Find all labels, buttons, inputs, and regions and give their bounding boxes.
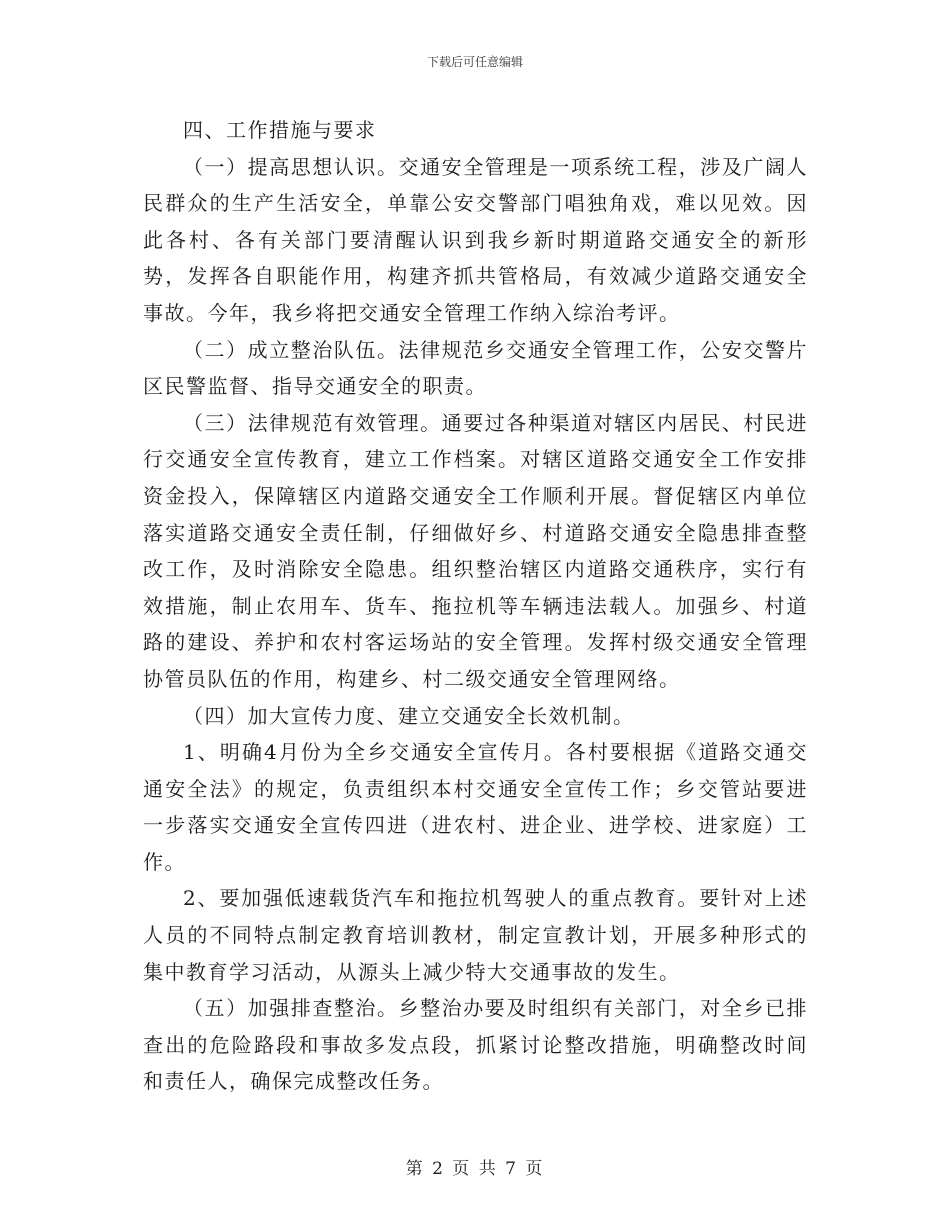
paragraph: 1、明确4月份为全乡交通安全宣传月。各村要根据《道路交通交通安全法》的规定，负责组织本村交通安全宣传工作；乡交管站要进一步落实交通安全宣传四进（进农村、进企业、进学校、进家庭）工作。 xyxy=(143,740,808,874)
footer-middle: 页 共 xyxy=(452,1159,498,1179)
paragraph: （一）提高思想认识。交通安全管理是一项系统工程，涉及广阔人民群众的生产生活安全，单靠公安交警部门唱独角戏，难以见效。因此各村、各有关部门要清醒认识到我乡新时期道路交通安全的新形势，发挥各自职能作用，构建齐抓共管格局，有效减少道路交通安全事故。今年，我乡将把交通安全管理工作纳入综治考评。 xyxy=(143,154,808,325)
page-number-footer xyxy=(0,1154,950,1179)
paragraph: （四）加大宣传力度、建立交通安全长效机制。 xyxy=(183,703,635,728)
document-body xyxy=(143,112,808,1100)
paragraph: 2、要加强低速载货汽车和拖拉机驾驶人的重点教育。要针对上述人员的不同特点制定教育培训教材，制定宣教计划，开展多种形式的集中教育学习活动，从源头上减少特大交通事故的发生。 xyxy=(143,886,808,984)
total-pages-number: 7 xyxy=(505,1159,518,1179)
footer-prefix: 第 xyxy=(405,1159,425,1179)
current-page-number: 2 xyxy=(432,1159,445,1179)
paragraph: （五）加强排查整治。乡整治办要及时组织有关部门，对全乡已排查出的危险路段和事故多发点段，抓紧讨论整改措施，明确整改时间和责任人，确保完成整改任务。 xyxy=(143,996,808,1094)
footer-suffix: 页 xyxy=(525,1159,545,1179)
section-heading: 四、工作措施与要求 xyxy=(183,118,377,142)
paragraph: （二）成立整治队伍。法律规范乡交通安全管理工作，公安交警片区民警监督、指导交通安全的职责。 xyxy=(143,337,808,399)
paragraph: （三）法律规范有效管理。通要过各种渠道对辖区内居民、村民进行交通安全宣传教育，建立工作档案。对辖区道路交通安全工作安排资金投入，保障辖区内道路交通安全工作顺利开展。督促辖区内单位落实道路交通安全责任制，仔细做好乡、村道路交通安全隐患排查整改工作，及时消除安全隐患。组织整治辖区内道路交通秩序，实行有效措施，制止农用车、货车、拖拉机等车辆违法载人。加强乡、村道路的建设、养护和农村客运场站的安全管理。发挥村级交通安全管理协管员队伍的作用，构建乡、村二级交通安全管理网络。 xyxy=(143,410,808,691)
header-note: 下载后可任意编辑 xyxy=(426,55,523,69)
